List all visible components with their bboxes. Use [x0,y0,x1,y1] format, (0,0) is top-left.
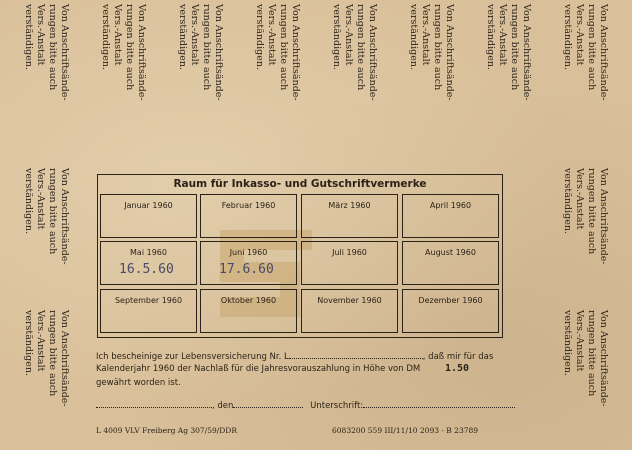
month-label: Januar 1960 [124,201,173,210]
month-label: Juni 1960 [229,248,268,257]
footer-right: 6083200 559 III/11/10 2093 - B 23789 [332,426,479,435]
side-note-line: rungen bitte auch [124,4,135,91]
month-cell [402,194,499,238]
side-note-line: Von Anschriftsände- [213,4,224,101]
side-note-line: rungen bitte auch [586,168,597,255]
side-note [561,4,609,134]
side-note-line: Vers.-Anstalt [35,168,46,230]
month-label: Dezember 1960 [418,296,483,305]
month-cell [402,289,499,333]
month-cell [301,289,398,333]
month-cell [200,194,297,238]
side-note [484,4,532,134]
side-note-line: Von Anschriftsände- [59,4,70,101]
side-note-line: Von Anschriftsände- [598,168,609,265]
cert-line-3: gewährt worden ist. [96,378,181,388]
side-note [22,310,70,440]
side-note-line: Von Anschriftsände- [367,4,378,101]
side-note-line: rungen bitte auch [201,4,212,91]
month-cell [301,241,398,285]
side-note-line: verständigen. [23,310,34,376]
handwritten-date: 16.5.60 [119,262,174,277]
month-cell [100,194,197,238]
month-label: Mai 1960 [130,248,167,257]
month-label: September 1960 [114,296,183,305]
side-note [561,168,609,298]
side-note-line: verständigen. [562,310,573,376]
side-note-line: verständigen. [23,4,34,70]
side-note-line: verständigen. [562,4,573,70]
month-cell [402,241,499,285]
side-note-line: Vers.-Anstalt [343,4,354,66]
side-note [176,4,224,134]
side-note [561,310,609,440]
side-note [22,4,70,134]
month-label: März 1960 [328,201,371,210]
side-note-line: Vers.-Anstalt [35,4,46,66]
signature-line [96,399,515,411]
month-cell [301,194,398,238]
side-note-line: Vers.-Anstalt [266,4,277,66]
side-note [330,4,378,134]
side-note-line: rungen bitte auch [47,168,58,255]
side-note-line: verständigen. [254,4,265,70]
side-note-line: Vers.-Anstalt [112,4,123,66]
side-note-line: rungen bitte auch [586,310,597,397]
side-note-line: rungen bitte auch [432,4,443,91]
side-note-line: Vers.-Anstalt [35,310,46,372]
side-note-line: rungen bitte auch [509,4,520,91]
side-note-line: Vers.-Anstalt [189,4,200,66]
side-note-line: Von Anschriftsände- [598,4,609,101]
cert-line-1-start: Ich bescheinige zur Lebensversicherung Nr. L [96,352,289,362]
month-label: Oktober 1960 [220,296,277,305]
side-note-line: rungen bitte auch [586,4,597,91]
side-note [407,4,455,134]
den-label: , den [212,401,234,411]
side-note-line: rungen bitte auch [47,310,58,397]
side-note [22,168,70,298]
date-field[interactable] [233,399,303,408]
side-note-line: rungen bitte auch [355,4,366,91]
signature-label: Unterschrift: [310,401,364,411]
side-note-line: Von Anschriftsände- [598,310,609,407]
amount-value: 1.50 [445,363,470,374]
side-note-line: Von Anschriftsände- [444,4,455,101]
side-note-line: Vers.-Anstalt [420,4,431,66]
cert-line-1-end: , daß mir für das [422,352,494,362]
policy-number-field[interactable] [289,350,423,359]
side-note-line: verständigen. [408,4,419,70]
month-label: April 1960 [429,201,472,210]
month-cell [100,241,197,285]
month-cell [200,241,297,285]
side-note-line: Vers.-Anstalt [574,168,585,230]
month-label: August 1960 [425,248,476,257]
side-note-line: verständigen. [485,4,496,70]
side-note [253,4,301,134]
side-note-line: rungen bitte auch [47,4,58,91]
side-note-line: Vers.-Anstalt [574,4,585,66]
inkasso-box [97,174,503,338]
side-note-line: Vers.-Anstalt [497,4,508,66]
side-note-line: verständigen. [562,168,573,234]
side-note [99,4,147,134]
side-note-line: Von Anschriftsände- [59,168,70,265]
side-note-line: verständigen. [23,168,34,234]
cert-line-2 [96,364,420,374]
month-cell [200,289,297,333]
cert-line-1 [96,350,493,362]
box-title: Raum für Inkasso- und Gutschriftvermerke [173,178,427,190]
side-note-line: Von Anschriftsände- [521,4,532,101]
side-note-line: verständigen. [100,4,111,70]
month-label: November 1960 [317,296,382,305]
handwritten-date: 17.6.60 [219,262,274,277]
place-field[interactable] [96,399,212,408]
side-note-line: Von Anschriftsände- [136,4,147,101]
signature-field[interactable] [363,399,515,408]
side-note-line: rungen bitte auch [278,4,289,91]
month-cell [100,289,197,333]
side-note-line: verständigen. [177,4,188,70]
month-label: Juli 1960 [332,248,367,257]
cert-line-2-text: Kalenderjahr 1960 der Nachlaß für die Jahresvorauszahlung in Höhe von DM [96,364,421,374]
footer-left: L 4009 VLV Freiberg Ag 307/59/DDR [96,426,237,435]
side-note-line: verständigen. [331,4,342,70]
side-note-line: Von Anschriftsände- [59,310,70,407]
side-note-line: Vers.-Anstalt [574,310,585,372]
side-note-line: Von Anschriftsände- [290,4,301,101]
month-label: Februar 1960 [221,201,276,210]
